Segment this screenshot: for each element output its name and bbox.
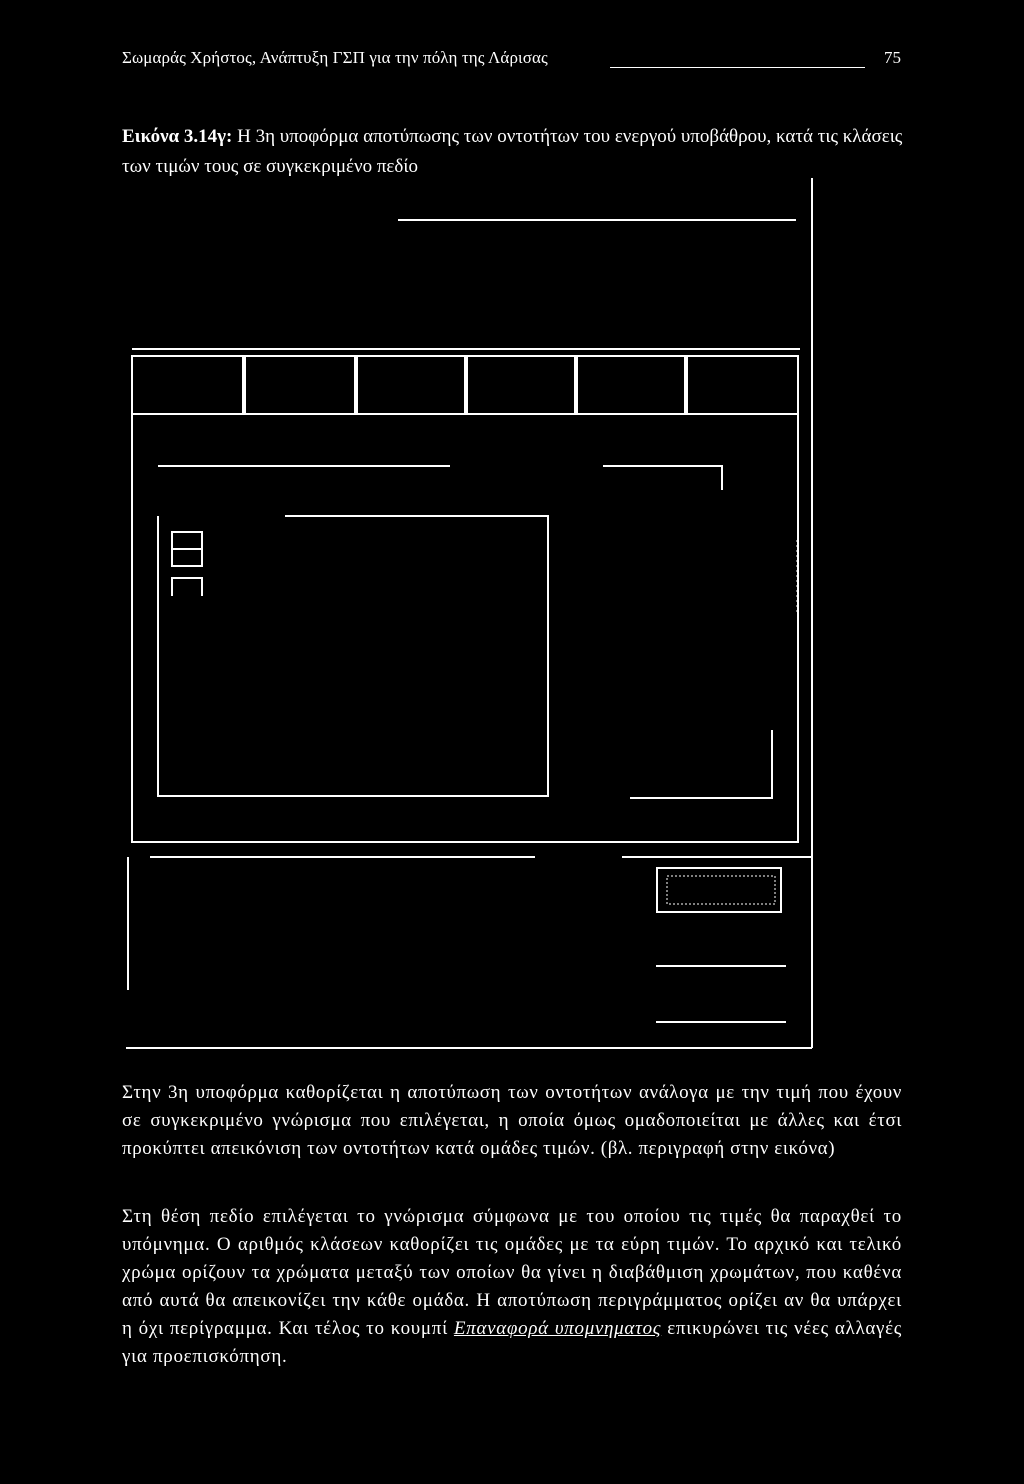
inner-frame bbox=[158, 516, 548, 796]
tab-5 bbox=[577, 356, 685, 414]
header-rule bbox=[610, 67, 865, 68]
bracket-bottom-right bbox=[630, 730, 772, 798]
paragraph-2-tail: επικυρώνει τις νέες αλλαγές για προεπισκόπηση. bbox=[122, 1318, 903, 1367]
caption-label: Εικόνα 3.14γ: bbox=[122, 126, 233, 147]
paragraph-2-text: Στη θέση πεδίο επιλέγεται το γνώρισμα σύμφωνα με του οποίου τις τιμές θα παραχθεί το υπόμνημα. Ο αριθμός κλάσεων καθορίζει τις ομάδες με τα εύρη τιμών. Το αρχικό και τελικό χρώμα ορίζουν τα χρώματα μεταξύ των οποίων θα γίνει η διαβάθμιση χρωμάτων, που καθένα από αυτά θα απεικονίζει την κάθε ομάδα. Η αποτύπωση περιγράμματος ορίζει αν θα υπάρχει η όχι περίγραμμα. Και τέλος το κουμπί bbox=[122, 1206, 902, 1339]
lower-section bbox=[128, 857, 812, 1022]
list-icon bbox=[172, 532, 202, 596]
paragraph-1: Στην 3η υποφόρμα καθορίζεται η αποτύπωση των οντοτήτων ανάλογα με την τιμή που έχουν σε συγκεκριμένο γνώρισμα που επιλέγεται, η οποία όμως ομαδοποιείται με άλλες και έτσι προκύπτει απεικόνιση των οντοτήτων κατά ομάδες τιμών. (βλ. περιγραφή στην εικόνα) bbox=[122, 1082, 902, 1159]
tab-3 bbox=[357, 356, 465, 414]
tab-strip bbox=[132, 349, 800, 414]
tab-6 bbox=[687, 356, 798, 414]
running-header: Σωμαράς Χρήστος, Ανάπτυξη ΓΣΠ για την πόλη της Λάρισας bbox=[122, 48, 548, 67]
tab-1 bbox=[132, 356, 243, 414]
reset-legend-link[interactable]: Επαναφορά υπομνηματος bbox=[453, 1318, 662, 1339]
caption-text: Η 3η υποφόρμα αποτύπωσης των οντοτήτων του ενεργού υποβάθρου, κατά τις κλάσεις των τιμών τους σε συγκεκριμένο πεδίο bbox=[122, 126, 903, 177]
inner-bracket-right bbox=[603, 466, 722, 490]
tab-2 bbox=[245, 356, 355, 414]
paragraph-2 bbox=[122, 1203, 902, 1371]
main-panel bbox=[132, 414, 798, 842]
preview-button bbox=[657, 868, 781, 912]
preview-button-inner bbox=[667, 876, 775, 904]
figure-caption bbox=[122, 122, 912, 182]
page-number: 75 bbox=[884, 48, 901, 67]
tab-4 bbox=[467, 356, 575, 414]
